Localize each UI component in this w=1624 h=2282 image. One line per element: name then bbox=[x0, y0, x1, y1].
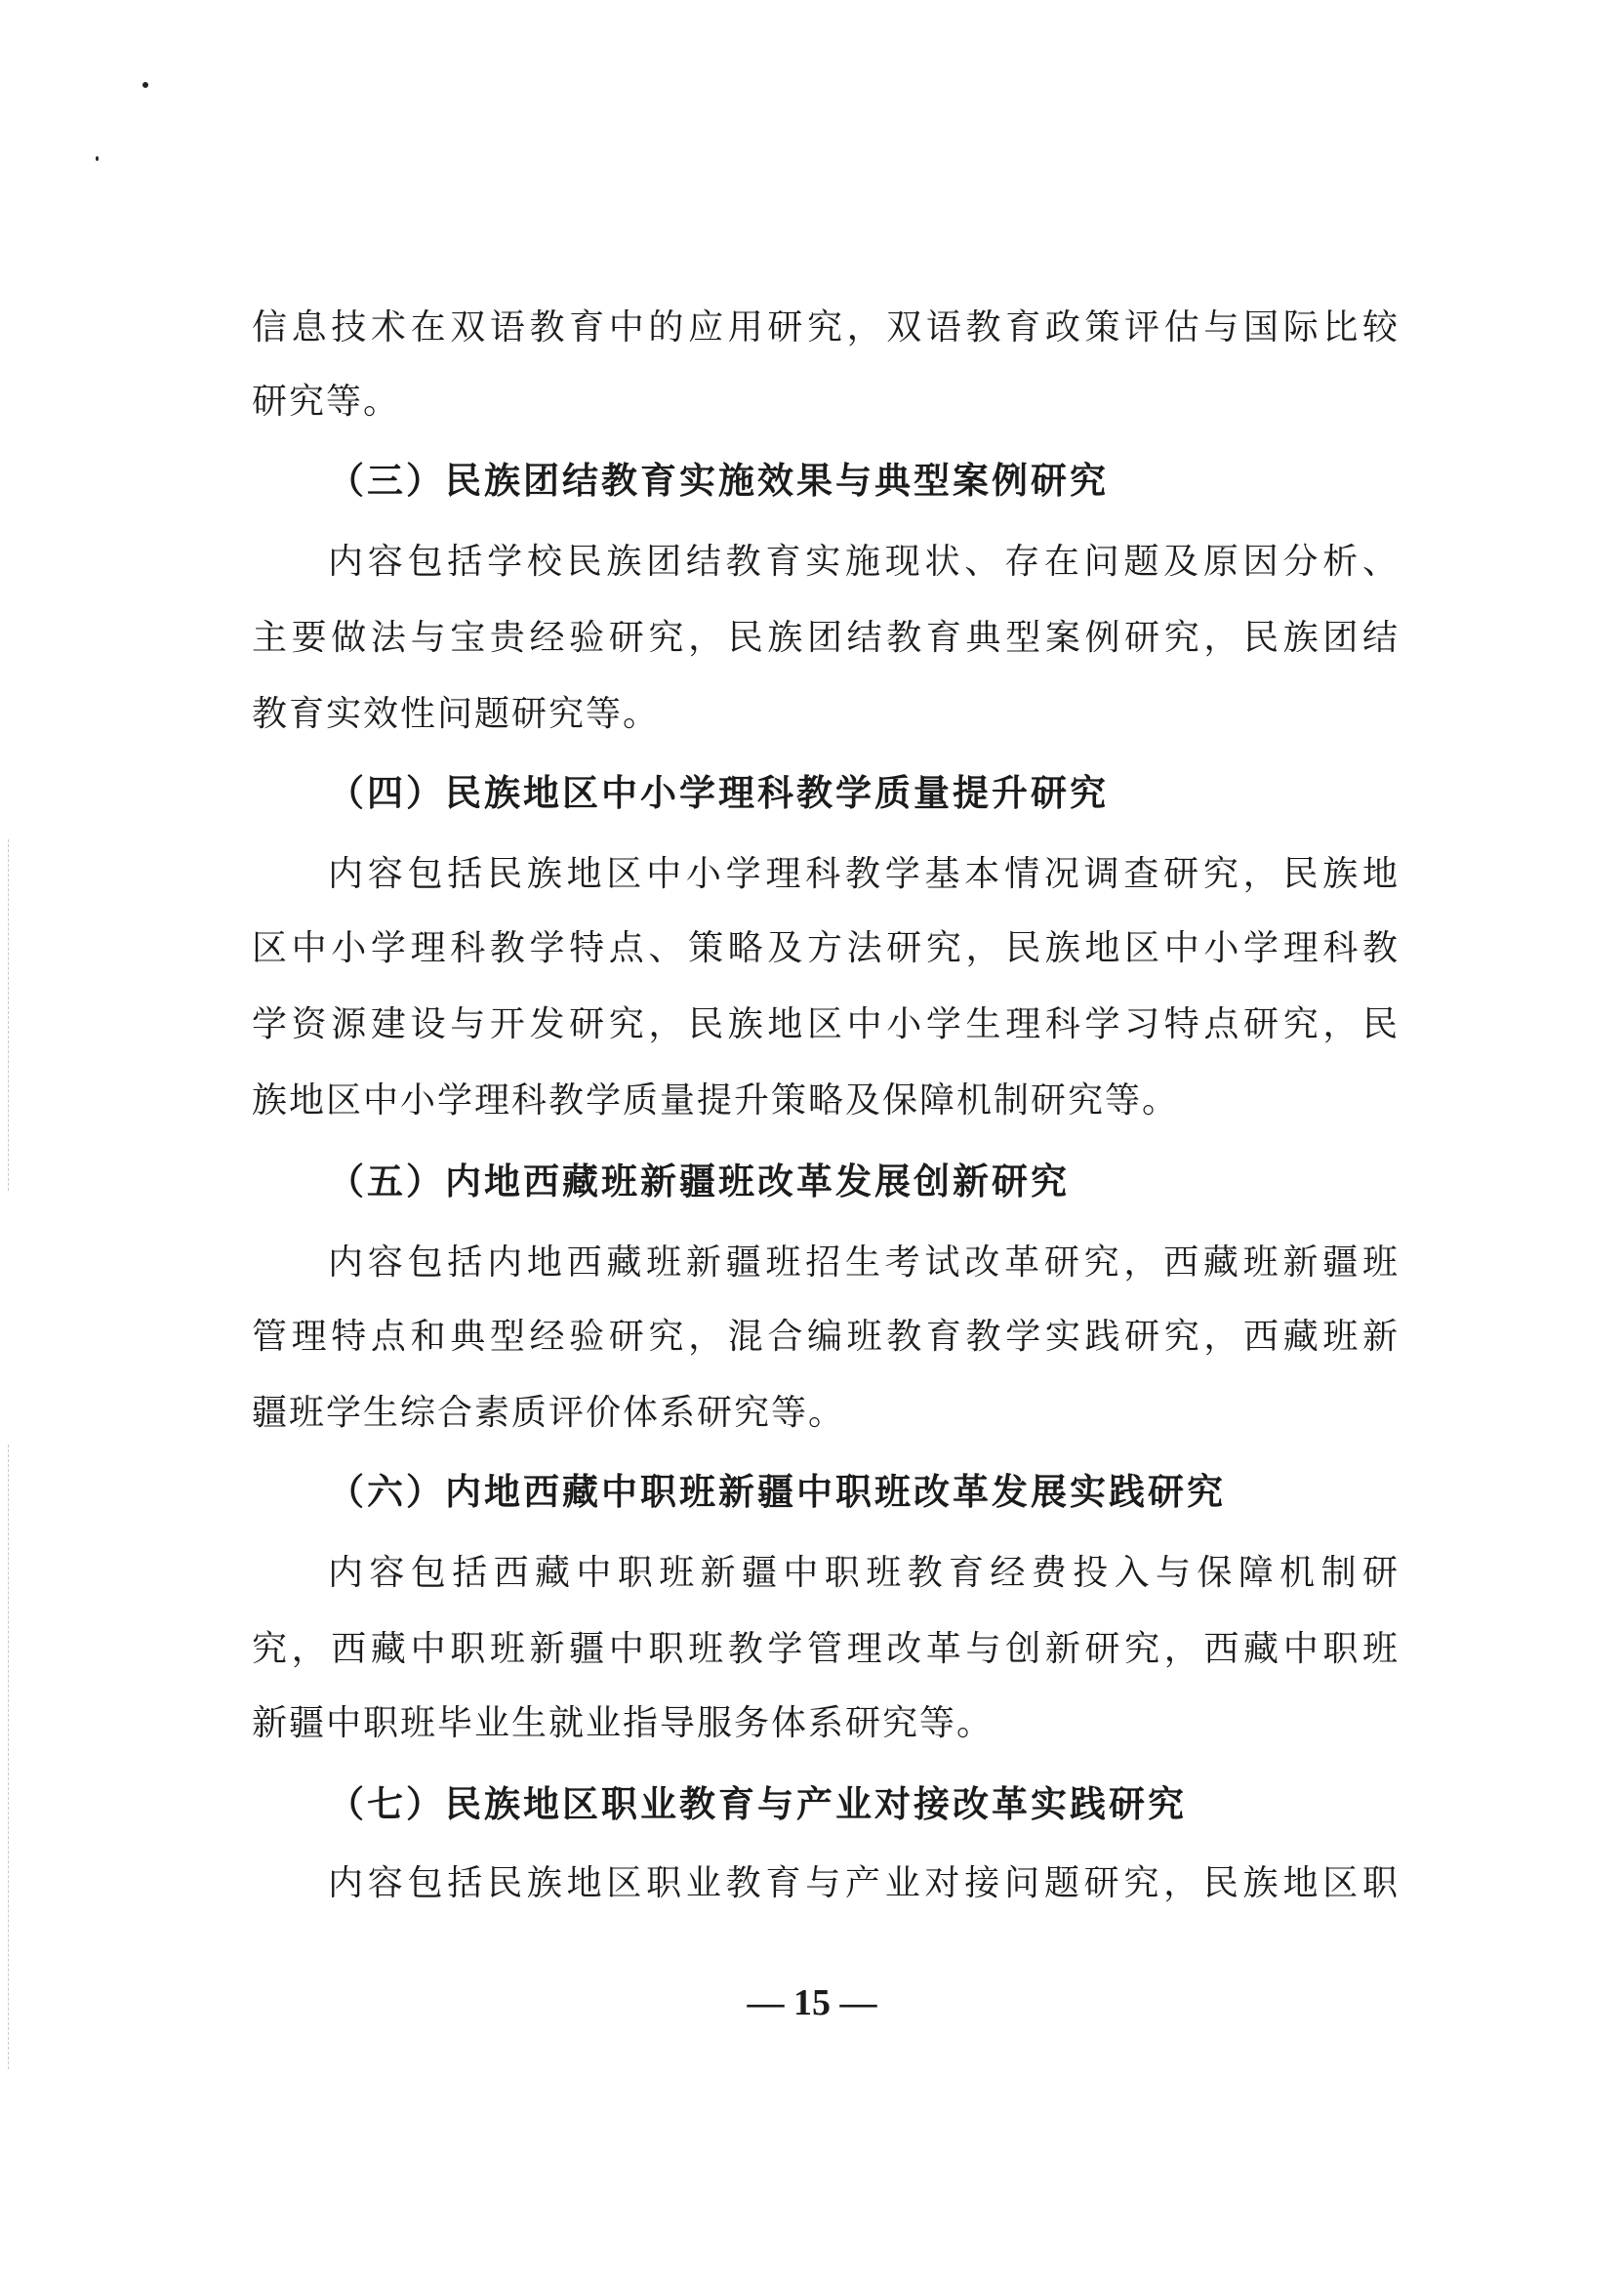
body-line: 管理特点和典型经验研究，混合编班教育教学实践研究，西藏班新 bbox=[252, 1317, 1400, 1357]
body-line: 内容包括民族地区中小学理科教学基本情况调查研究，民族地 bbox=[328, 854, 1400, 894]
section-heading: （七）民族地区职业教育与产业对接改革实践研究 bbox=[328, 1782, 1187, 1825]
body-line: 内容包括学校民族团结教育实施现状、存在问题及原因分析、 bbox=[328, 542, 1400, 582]
body-line: 教育实效性问题研究等。 bbox=[252, 694, 661, 734]
body-line: 族地区中小学理科教学质量提升策略及保障机制研究等。 bbox=[252, 1080, 1180, 1121]
body-line: 究，西藏中职班新疆中职班教学管理改革与创新研究，西藏中职班 bbox=[252, 1629, 1400, 1669]
scan-speck bbox=[96, 156, 99, 161]
body-line: 内容包括民族地区职业教育与产业对接问题研究，民族地区职 bbox=[328, 1863, 1400, 1903]
body-line: 内容包括西藏中职班新疆中职班教育经费投入与保障机制研 bbox=[328, 1553, 1400, 1593]
body-line: 信息技术在双语教育中的应用研究，双语教育政策评估与国际比较 bbox=[252, 307, 1400, 347]
section-heading: （三）民族团结教育实施效果与典型案例研究 bbox=[328, 459, 1109, 502]
scan-speck bbox=[142, 82, 148, 88]
section-heading: （五）内地西藏班新疆班改革发展创新研究 bbox=[328, 1160, 1070, 1202]
section-heading: （四）民族地区中小学理科教学质量提升研究 bbox=[328, 771, 1109, 814]
scan-edge-line bbox=[8, 1445, 10, 2069]
body-line: 学资源建设与开发研究，民族地区中小学生理科学习特点研究，民 bbox=[252, 1004, 1400, 1044]
page-number: — 15 — bbox=[747, 1982, 877, 2023]
body-line: 区中小学理科教学特点、策略及方法研究，民族地区中小学理科教 bbox=[252, 928, 1400, 968]
body-line: 内容包括内地西藏班新疆班招生考试改革研究，西藏班新疆班 bbox=[328, 1243, 1400, 1283]
scan-edge-line bbox=[8, 839, 10, 1191]
body-line: 主要做法与宝贵经验研究，民族团结教育典型案例研究，民族团结 bbox=[252, 618, 1400, 658]
body-line: 疆班学生综合素质评价体系研究等。 bbox=[252, 1393, 846, 1433]
section-heading: （六）内地西藏中职班新疆中职班改革发展实践研究 bbox=[328, 1470, 1226, 1513]
body-line: 研究等。 bbox=[252, 382, 401, 422]
body-line: 新疆中职班毕业生就业指导服务体系研究等。 bbox=[252, 1703, 995, 1743]
